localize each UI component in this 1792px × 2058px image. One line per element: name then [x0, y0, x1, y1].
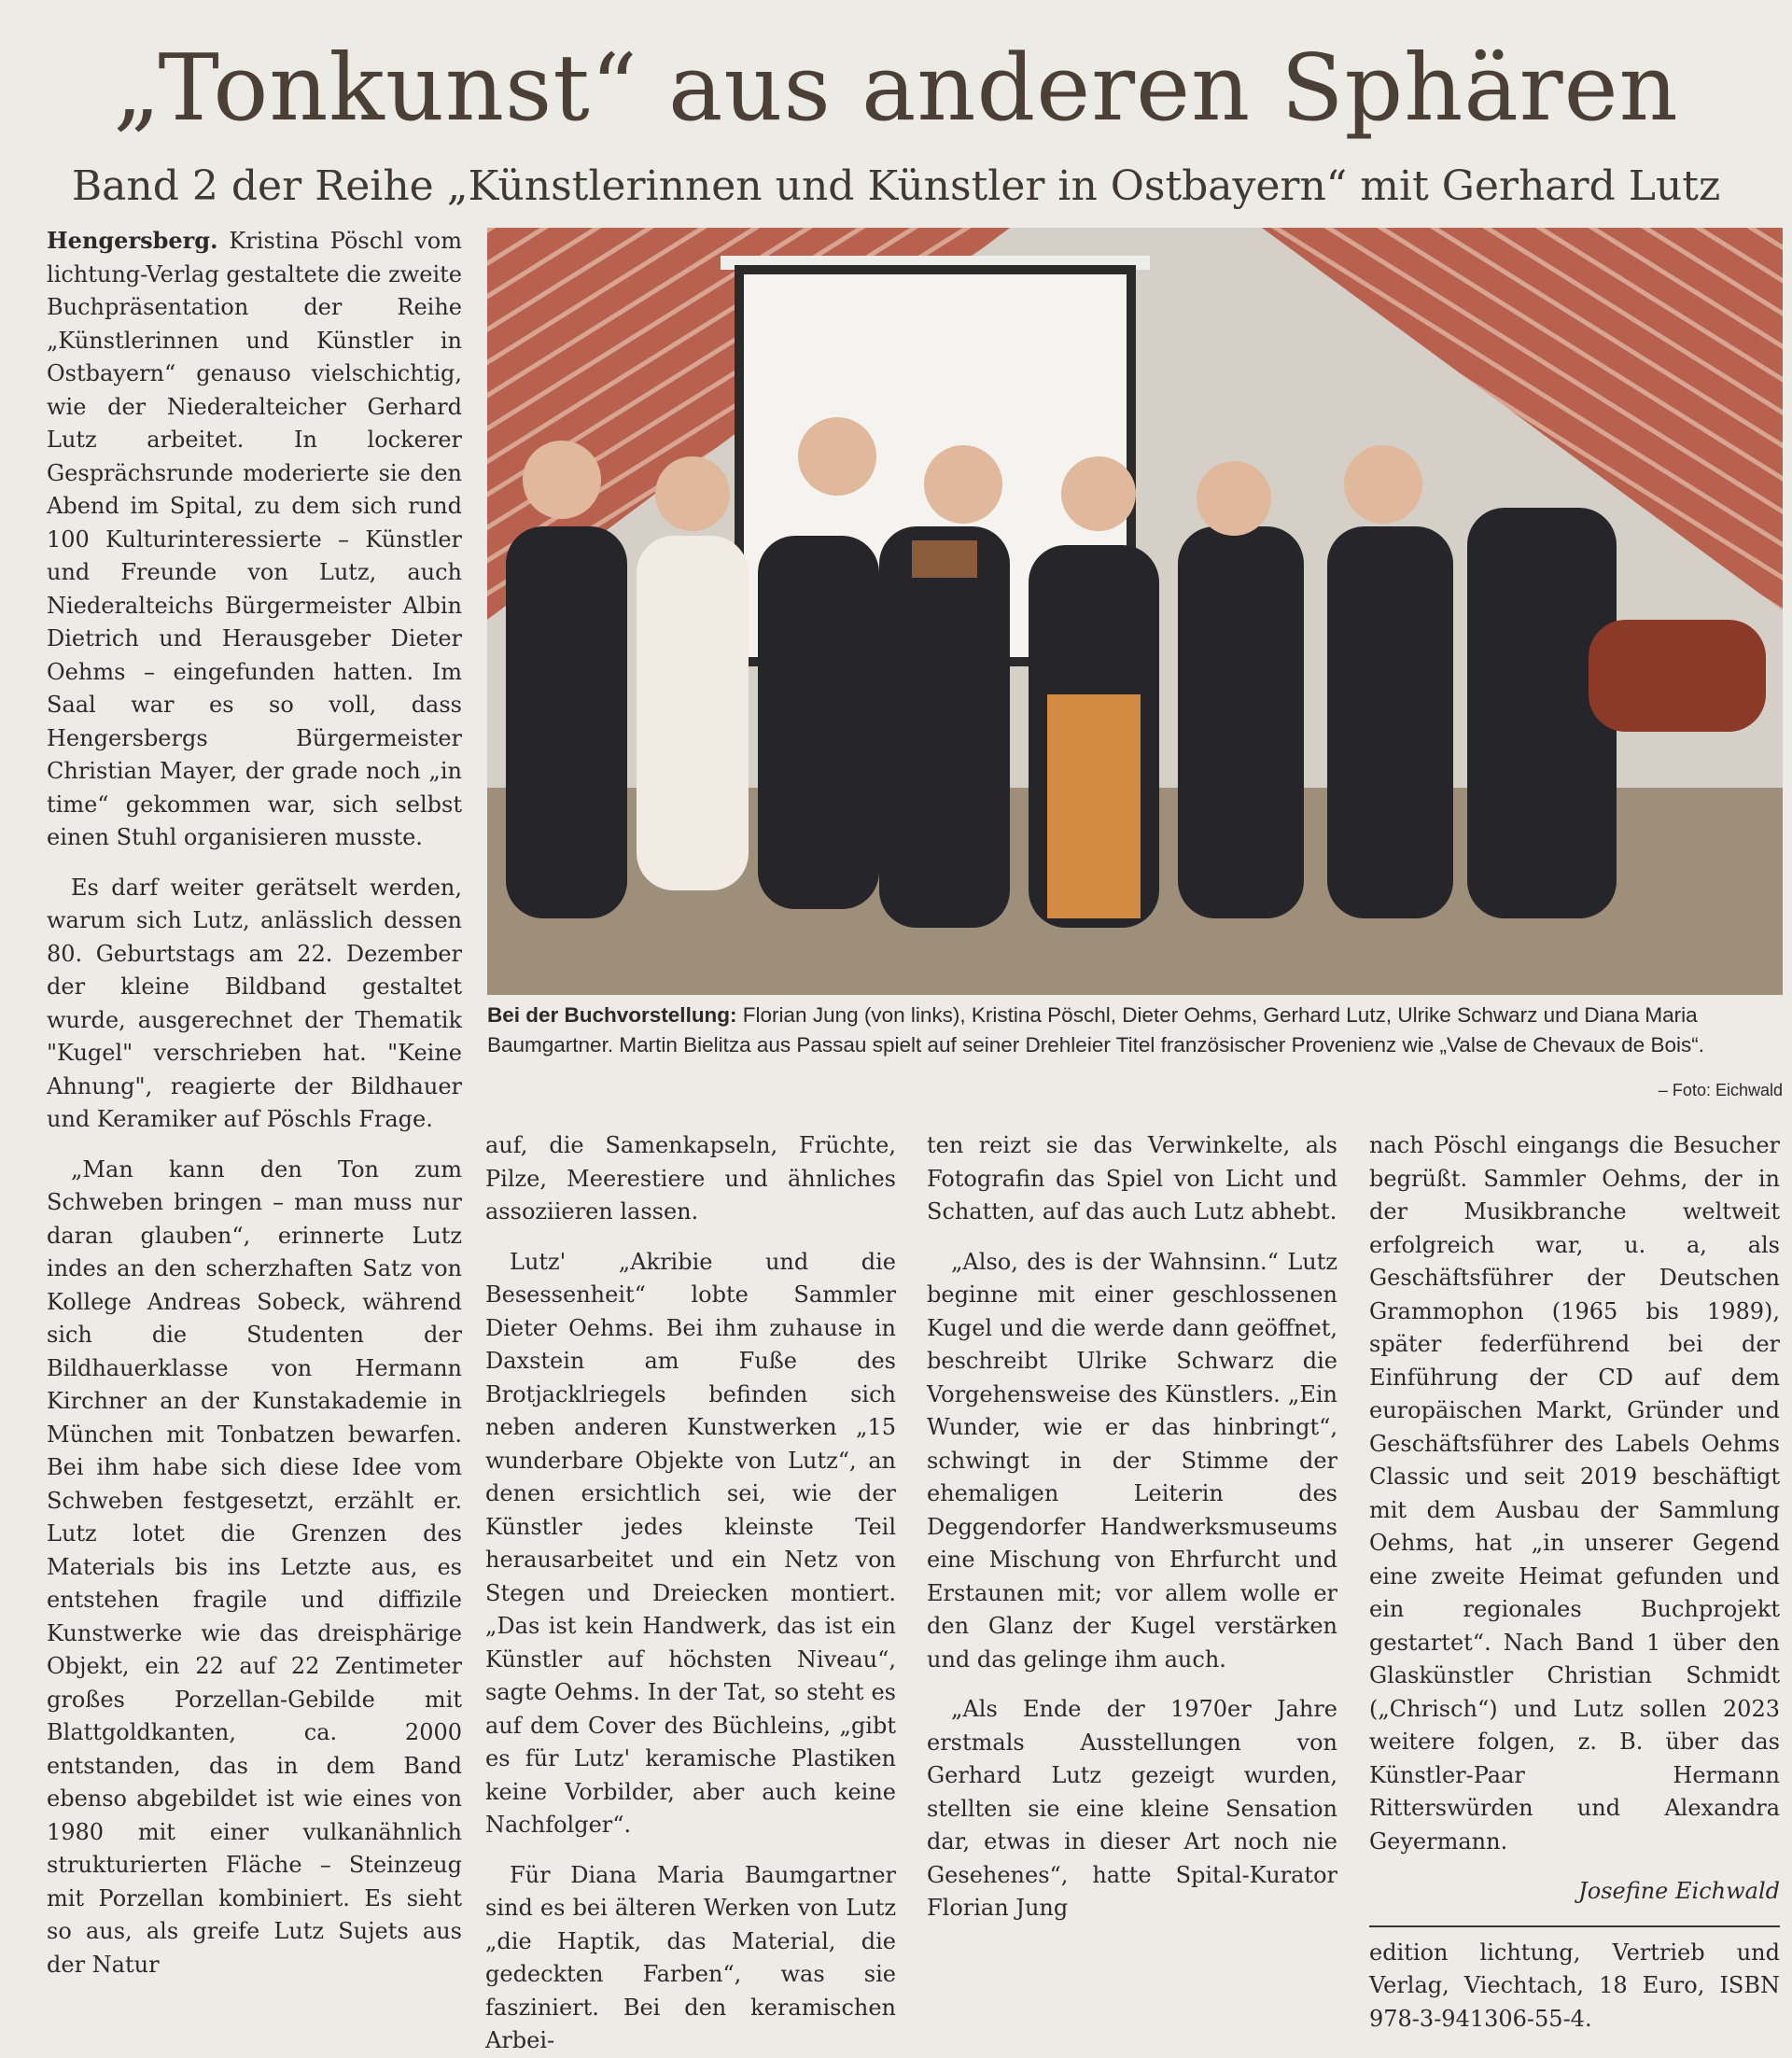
headline: „Tonkunst“ aus anderen Sphären: [113, 35, 1679, 142]
paragraph: „Als Ende der 1970er Jahre erstmals Ausstellungen von Gerhard Lutz gezeigt wurden, stellten sie eine kleine Sensation dar, etwas in dieser Art noch nie Gesehenes“, hatte Spital-Kurator Florian Jung: [927, 1696, 1337, 1921]
paragraph: Es darf weiter gerätselt werden, warum sich Lutz, anlässlich dessen 80. Geburtstags am 22. Dezember der kleine Bildband gestaltet wurde, ausgerechnet der Thematik "Kugel" verschrieben hat. "Keine Ahnung", reagierte der Bildhauer und Keramiker auf Pöschls Frage.: [47, 874, 462, 1132]
dateline: Hengersberg.: [47, 227, 218, 254]
caption-text: Florian Jung (von links), Kristina Pöschl, Dieter Oehms, Gerhard Lutz, Ulrike Schwarz und Diana Maria Baumgartner. Martin Bielitza aus Passau spielt auf seiner Drehleier Titel französischer Provenienz wie „Valse de Chevaux de Bois“.: [487, 1003, 1704, 1057]
divider: [1369, 1925, 1780, 1927]
paragraph: „Also, des is der Wahnsinn.“ Lutz beginne mit einer geschlossenen Kugel und die werde dann geöffnet, beschreibt Ulrike Schwarz die Vorgehensweise des Künstlers. „Ein Wunder, wie er das hinbringt“, schwingt in der Stimme der ehemaligen Leiterin des Deggendorfer Handwerksmuseums eine Mischung von Ehrfurcht und Erstaunen mit; vor allem wolle er den Glanz der Kugel verstärken und das gelinge ihm auch.: [927, 1248, 1337, 1673]
subheadline: Band 2 der Reihe „Künstlerinnen und Künstler in Ostbayern“ mit Gerhard Lutz: [71, 162, 1721, 210]
photo-credit: – Foto: Eichwald: [1658, 1081, 1783, 1099]
paragraph-text: Kristina Pöschl vom lichtung-Verlag gestaltete die zweite Buchpräsentation der Reihe „Künstlerinnen und Künstler in Ostbayern“ genauso vielschichtig, wie der Niederalteicher Gerhard Lutz arbeitet. In lockerer Gesprächsrunde moderierte sie den Abend im Spital, zu dem sich rund 100 Kulturinteressierte – Künstler und Freunde von Lutz, auch Niederalteichs Bürgermeister Albin Dietrich und Herausgeber Dieter Oehms – eingefunden hatten. Im Saal war es so voll, dass Hengersbergs Bürgermeister Christian Mayer, der grade noch „in time“ gekommen war, sich selbst einen Stuhl organisieren musste.: [47, 228, 462, 850]
article-column-2: [485, 1129, 896, 2053]
paragraph: [47, 224, 462, 855]
paragraph: Lutz' „Akribie und die Besessenheit“ lobte Sammler Dieter Oehms. Bei ihm zuhause in Daxstein am Fuße des Brotjacklriegels befinden sich neben anderen Kunstwerken „15 wunderbare Objekte von Lutz“, an denen ersichtlich sei, wie der Künstler jedes kleinste Teil herausarbeitet und ein Netz von Stegen und Dreiecken montiert. „Das ist kein Handwerk, das ist ein Künstler auf höchsten Niveau“, sagte Oehms. In der Tat, so steht es auf dem Cover des Büchleins, „gibt es für Lutz' keramische Plastiken keine Vorbilder, aber auch keine Nachfolger“.: [485, 1248, 896, 1838]
book-info: edition lichtung, Vertrieb und Verlag, Viechtach, 18 Euro, ISBN 978-3-941306-55-4.: [1369, 1939, 1780, 2032]
caption-lead: Bei der Buchvorstellung:: [487, 1003, 737, 1027]
paragraph: „Man kann den Ton zum Schweben bringen – man muss nur daran glauben“, erinnerte Lutz indes an den scherzhaften Satz von Kollege Andreas Sobeck, während sich die Studenten der Bildhauerklasse von Hermann Kirchner an der Kunstakademie in München mit Tonbatzen bewarfen. Bei ihm habe sich diese Idee vom Schweben festgesetzt, erzählt er. Lutz lotet die Grenzen des Materials bis ins Letzte aus, es entstehen fragile und diffizile Kunstwerke wie das dreisphärige Objekt, ein 22 auf 22 Zentimeter großes Porzellan-Gebilde mit Blattgoldkanten, ca. 2000 entstanden, das in dem Band ebenso abgebildet ist wie eines von 1980 mit einer vulkanähnlich strukturierten Fläche – Steinzeug mit Porzellan kombiniert. Es sieht so aus, als greife Lutz Sujets aus der Natur: [47, 1155, 462, 1978]
photo-caption: [487, 1001, 1783, 1103]
group-photo-image: [487, 228, 1783, 995]
paragraph: nach Pöschl eingangs die Besucher begrüßt. Sammler Oehms, der in der Musikbranche weltweit erfolgreich war, u. a, als Geschäftsführer der Deutschen Grammophon (1965 bis 1989), später federführend bei der Einführung der CD auf dem europäischen Markt, Gründer und Geschäftsführer des Labels Oehms Classic und seit 2019 beschäftigt mit dem Ausbau der Sammlung Oehms, hat „in unserer Gegend eine zweite Heimat gefunden und ein regionales Buchprojekt gestartet“. Nach Band 1 über den Glaskünstler Christian Schmidt („Chrisch“) und Lutz sollen 2023 weitere folgen, z. B. über das Künstler-Paar Hermann Ritterswürden und Alexandra Geyermann.: [1369, 1132, 1780, 1855]
author-byline: Josefine Eichwald: [1578, 1878, 1780, 1904]
article-column-3: [927, 1129, 1337, 1993]
paragraph: Für Diana Maria Baumgartner sind es bei älteren Werken von Lutz „die Haptik, das Material, die gedeckten Farben“, was sie fasziniert. Bei den keramischen Arbei-: [485, 1861, 896, 2053]
paragraph: ten reizt sie das Verwinkelte, als Fotografin das Spiel von Licht und Schatten, auf das auch Lutz abhebt.: [927, 1132, 1337, 1225]
article-column-1: [47, 224, 462, 1993]
article-column-4: [1369, 1129, 1780, 2032]
article-photo: [487, 228, 1783, 995]
paragraph: auf, die Samenkapseln, Früchte, Pilze, Meerestiere und ähnliches assoziieren lassen.: [485, 1132, 896, 1225]
